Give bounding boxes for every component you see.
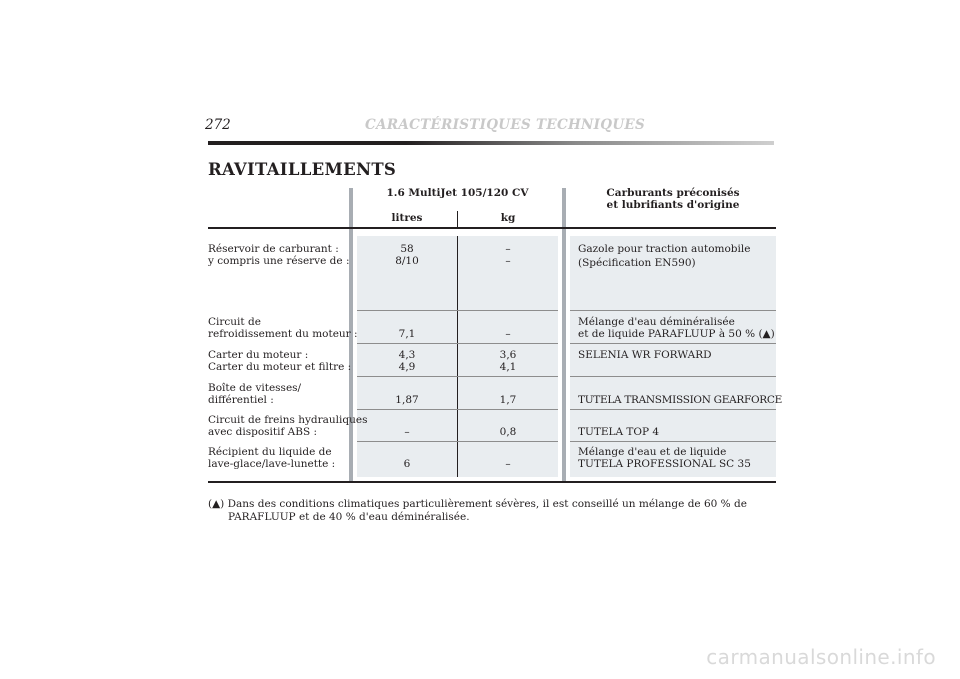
row-divider: [570, 376, 776, 377]
kg-value: 4,1: [499, 361, 517, 373]
kg-value: –: [505, 255, 511, 267]
product-line1: Gazole pour traction automobile: [578, 243, 751, 255]
row-label-line1: Carter du moteur :: [208, 349, 309, 361]
product-line2: (Spécification EN590): [578, 257, 696, 269]
row-label-line2: avec dispositif ABS :: [208, 426, 318, 438]
litres-value: 4,9: [398, 361, 416, 373]
fuels-column-header-line1: Carburants préconisés: [606, 187, 740, 199]
product-line2: et de liquide PARAFLUUP à 50 % (▲): [578, 328, 775, 340]
litres-value: 4,3: [398, 349, 416, 361]
footnote: (▲) Dans des conditions climatiques particulièrement sévères, il est conseillé un mélange de 60 % de PARAFLUUP et de 40 % d'eau déminéralisée.: [208, 498, 747, 523]
litres-column-header: litres: [391, 212, 423, 224]
row-label-line2: y compris une réserve de :: [208, 255, 350, 267]
litres-value: 8/10: [395, 255, 419, 267]
row-divider: [570, 409, 776, 410]
row-label-line1: Récipient du liquide de: [208, 446, 332, 458]
product-line2: TUTELA PROFESSIONAL SC 35: [578, 458, 751, 470]
row-divider: [357, 409, 558, 410]
kg-value: 1,7: [499, 394, 517, 406]
kg-column-header: kg: [500, 212, 516, 224]
litres-value: 6: [403, 458, 411, 470]
row-label-line1: Circuit de: [208, 316, 261, 328]
row-label-line1: Réservoir de carburant :: [208, 243, 339, 255]
product-line1: SELENIA WR FORWARD: [578, 349, 712, 361]
row-divider: [570, 343, 776, 344]
product-line1: Mélange d'eau déminéralisée: [578, 316, 735, 328]
product-line2: TUTELA TRANSMISSION GEARFORCE: [578, 394, 783, 406]
product-line1: Mélange d'eau et de liquide: [578, 446, 727, 458]
section-title: RAVITAILLEMENTS: [208, 160, 397, 179]
row-label-line1: Circuit de freins hydrauliques: [208, 414, 368, 426]
litres-value: 7,1: [398, 328, 416, 340]
table-bottom-rule: [208, 481, 776, 483]
row-label-line2: différentiel :: [208, 394, 274, 406]
table-header-rule: [208, 227, 776, 229]
product-line2: TUTELA TOP 4: [578, 426, 660, 438]
litres-value: 58: [400, 243, 414, 255]
kg-value: 0,8: [499, 426, 517, 438]
row-label-line2: refroidissement du moteur :: [208, 328, 358, 340]
row-divider: [357, 343, 558, 344]
table-vertical-bar-right: [562, 188, 566, 483]
litres-value: 1,87: [395, 394, 419, 406]
watermark: carmanualsonline.info: [706, 645, 936, 669]
kg-value: –: [505, 243, 511, 255]
row-label-line1: Boîte de vitesses/: [208, 382, 302, 394]
litres-value: –: [404, 426, 410, 438]
row-divider: [570, 441, 776, 442]
header-rule: [208, 141, 774, 145]
chapter-title: CARACTÉRISTIQUES TECHNIQUES: [365, 117, 646, 133]
row-label-line2: Carter du moteur et filtre :: [208, 361, 352, 373]
kg-value: –: [505, 458, 511, 470]
fuels-column-header-line2: et lubrifiants d'origine: [606, 199, 740, 211]
row-divider: [357, 441, 558, 442]
row-divider: [357, 310, 558, 311]
row-divider: [570, 310, 776, 311]
page-number: 272: [205, 117, 231, 133]
row-divider: [357, 376, 558, 377]
engine-column-header: 1.6 MultiJet 105/120 CV: [386, 187, 529, 199]
kg-value: 3,6: [499, 349, 517, 361]
row-label-line2: lave-glace/lave-lunette :: [208, 458, 336, 470]
kg-value: –: [505, 328, 511, 340]
